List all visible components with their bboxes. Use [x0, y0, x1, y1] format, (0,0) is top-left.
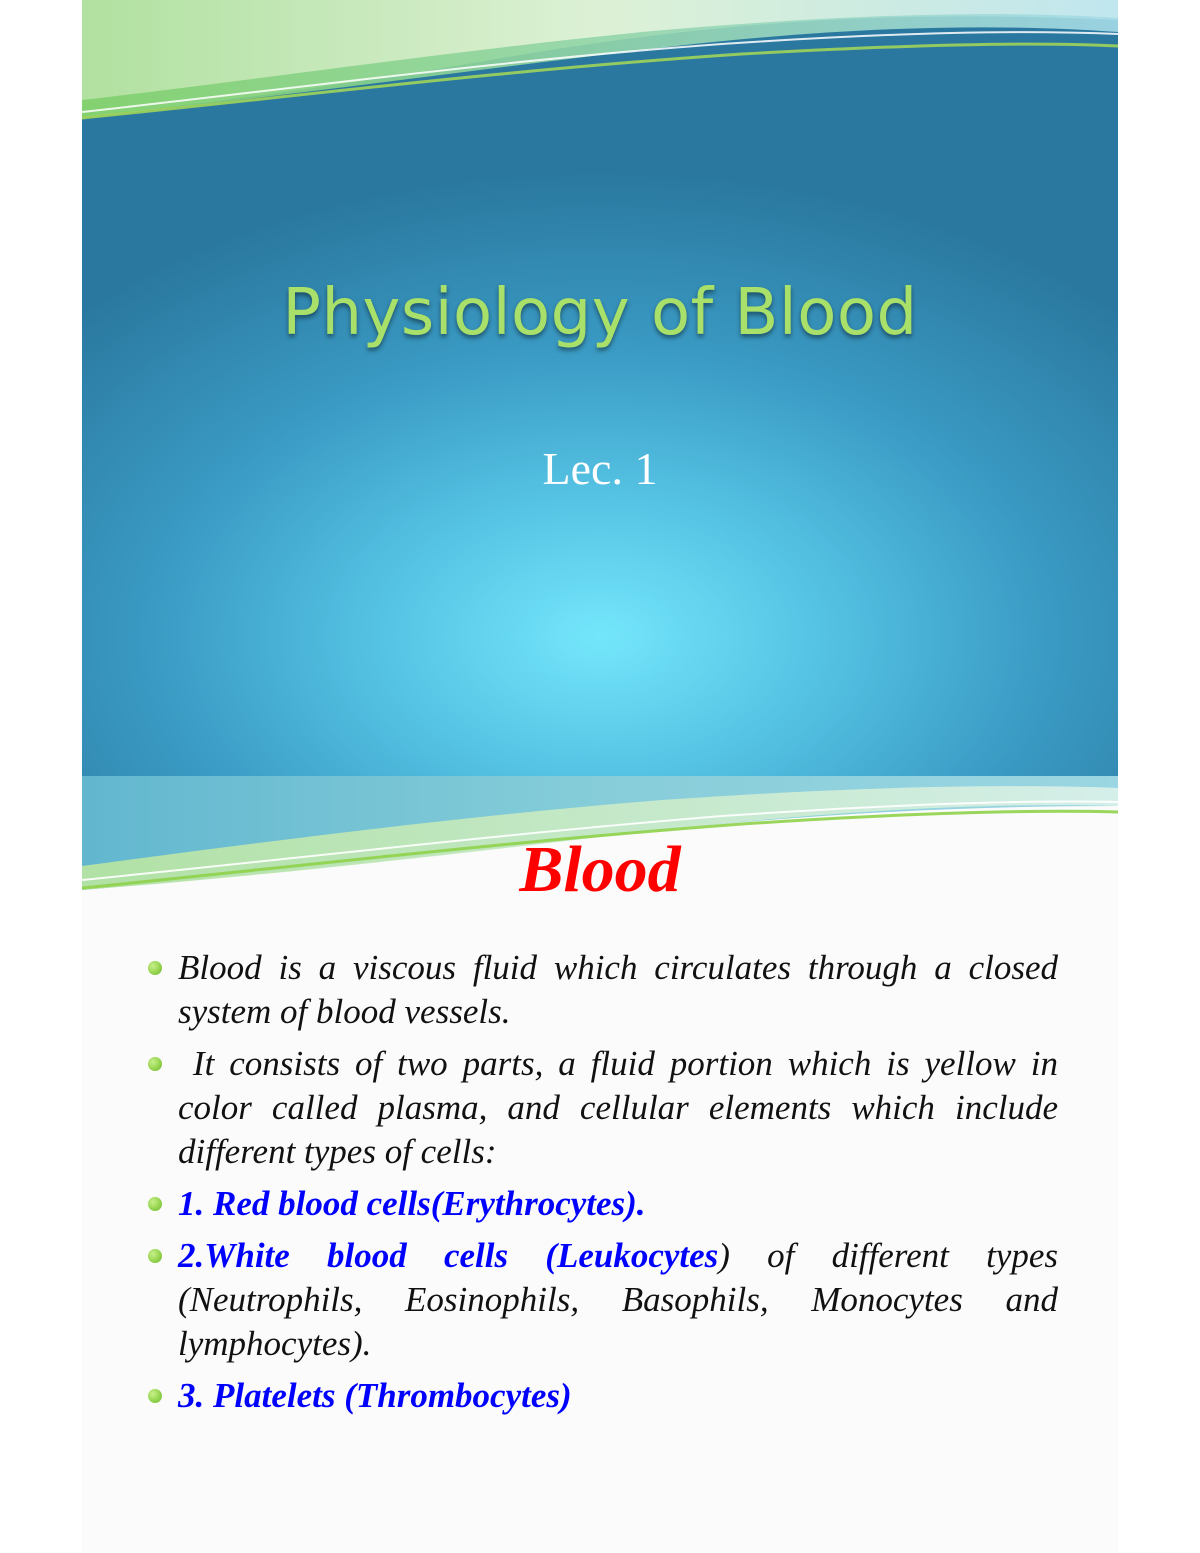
decorative-waves-top — [82, 0, 1118, 130]
bullet-icon — [148, 1249, 162, 1263]
bullet-list — [146, 946, 1067, 1426]
slide-title: Blood — [519, 833, 681, 906]
bullet-icon — [148, 1197, 162, 1211]
title-slide — [82, 0, 1118, 776]
list-item — [146, 1374, 1058, 1418]
list-item — [146, 1182, 1058, 1226]
bullet-text: ) of different types (Neutrophils, Eosinophils, Basophils, Monocytes and lymphocytes). — [178, 1236, 1058, 1363]
content-slide — [82, 776, 1118, 1553]
list-item — [146, 946, 1058, 1034]
bullet-text: 3. Platelets (Thrombocytes) — [178, 1376, 572, 1415]
bullet-icon — [148, 1057, 162, 1071]
list-item — [146, 1042, 1067, 1174]
bullet-icon — [148, 1389, 162, 1403]
slide-subtitle: Lec. 1 — [542, 443, 658, 494]
bullet-text: It consists of two parts, a fluid portion which is yellow in color called plasma, and cellular elements which include different types of cells: — [178, 1044, 1067, 1171]
bullet-icon — [148, 961, 162, 975]
list-item — [146, 1234, 1058, 1366]
slide-title: Physiology of Blood — [282, 276, 918, 350]
bullet-text: 1. Red blood cells(Erythrocytes). — [178, 1184, 646, 1223]
bullet-text: Blood is a viscous fluid which circulates through a closed system of blood vessels. — [178, 948, 1058, 1031]
bullet-highlight-text: 2.White blood cells (Leukocytes — [178, 1236, 719, 1275]
